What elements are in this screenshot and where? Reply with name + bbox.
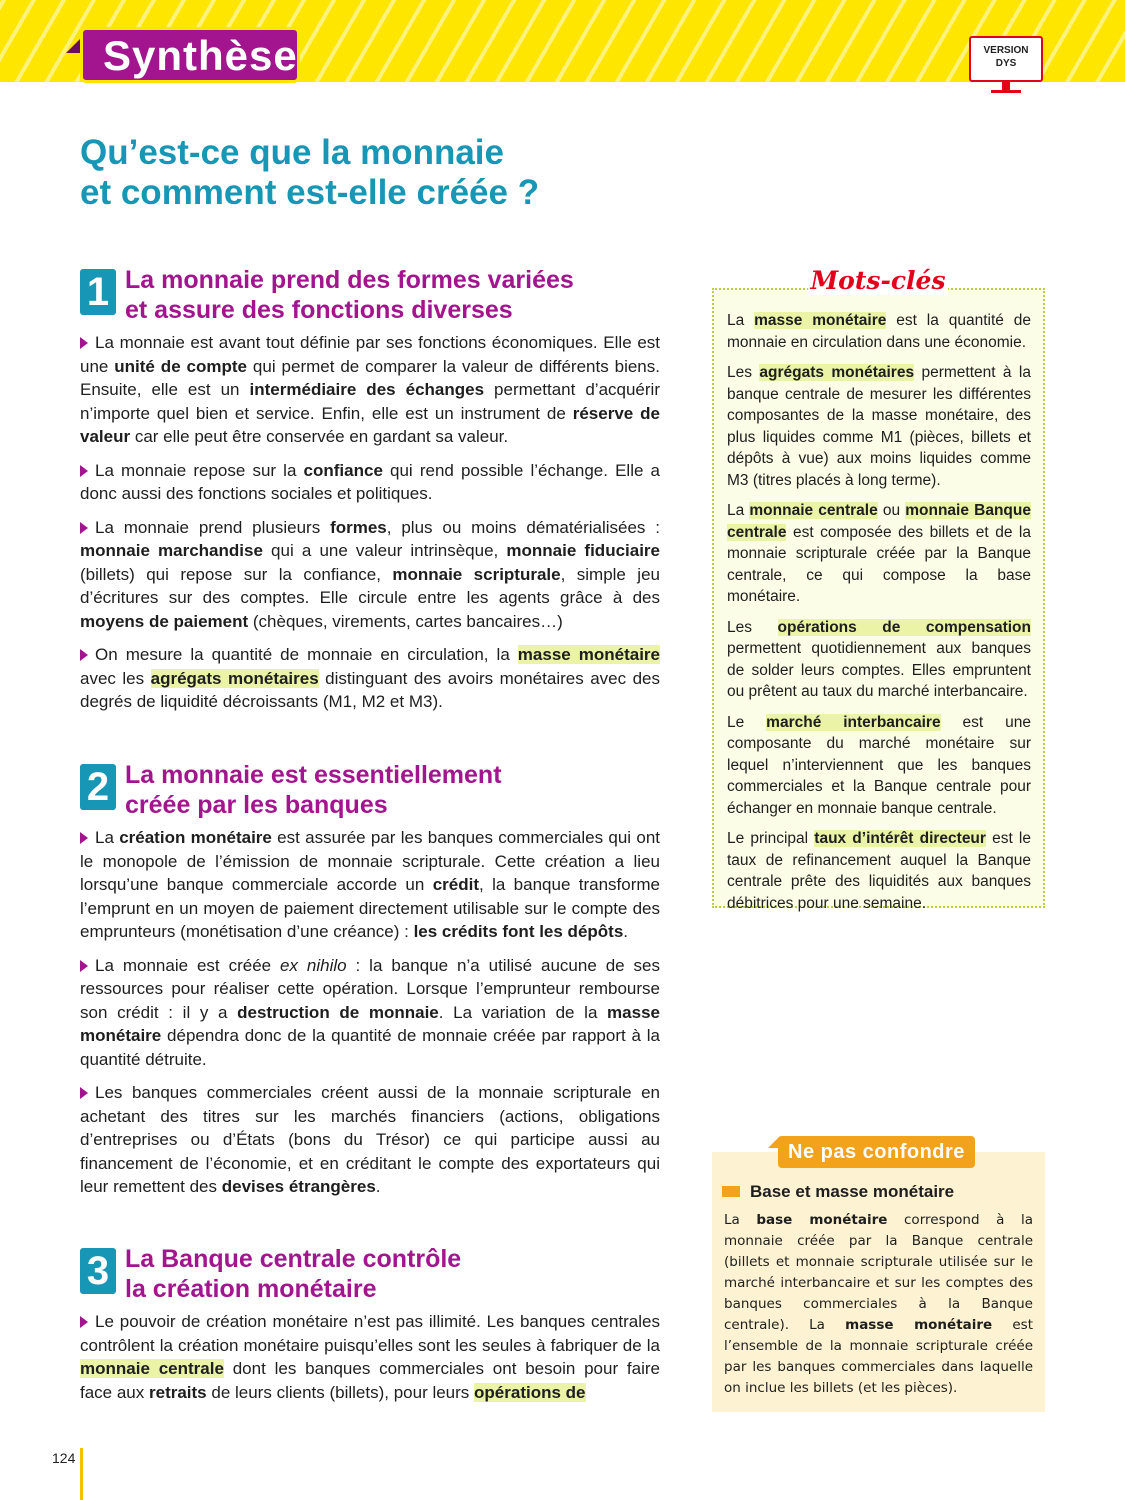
section-1-header — [80, 265, 660, 331]
bullet-icon — [80, 960, 88, 972]
synthese-label: Synthèse — [80, 27, 300, 83]
definition: Les agrégats monétaires permettent à la banque centrale de mesurer les différentes composantes de la masse monétaire, des plus liquides comme M1 (pièces, billets et dépôts à vue) aux moins liquides comme M3 (titres placés à long terme). — [727, 364, 1031, 489]
section-1 — [80, 265, 660, 724]
section-number: 2 — [80, 764, 116, 810]
keyword-highlight: agrégats monétaires — [759, 364, 915, 381]
section-title-line1: La monnaie prend des formes variées — [125, 266, 574, 294]
keyword-highlight: taux d’intérêt directeur — [814, 830, 986, 847]
keyword-highlight: agrégats monétaires — [150, 668, 319, 688]
section-title — [125, 265, 665, 325]
section-title-line2: la création monétaire — [125, 1275, 377, 1303]
bullet-icon — [80, 649, 88, 661]
bullet-icon — [80, 1087, 88, 1099]
mots-cles-box — [712, 288, 1045, 912]
paragraph: La monnaie repose sur la confiance qui rend possible l’échange. Elle a donc aussi des fonctions sociales et politiques. — [80, 460, 661, 503]
page-number: 124 — [52, 1450, 76, 1466]
bullet-icon — [80, 522, 88, 534]
section-title-line1: La Banque centrale contrôle — [125, 1245, 462, 1273]
section-number: 3 — [80, 1248, 116, 1294]
paragraph: La monnaie prend plusieurs formes, plus ou moins dématérialisées : monnaie marchandise qui a une valeur intrinsèque, monnaie fiduciaire (billets) qui repose sur la confiance, monnaie scripturale, simple jeu d’écritures sur des comptes. Elle circule entre les agents grâce à des moyens de paiement (chèques, virements, cartes bancaires…) — [80, 517, 661, 631]
definition: La masse monétaire est la quantité de monnaie en circulation dans une économie. — [727, 312, 1031, 351]
keyword-highlight: marché interbancaire — [766, 713, 941, 731]
dys-line1: VERSION — [983, 45, 1029, 56]
paragraph: La monnaie est créée ex nihilo : la banque n’a utilisé aucune de ses ressources pour réaliser cette opération. Lorsque l’emprunteur rembourse son crédit : il y a destruction de monnaie. La variation de la masse monétaire dépendra donc de la quantité de monnaie créée par rapport à la quantité détruite. — [80, 955, 660, 1069]
monitor-icon — [969, 36, 1043, 82]
title-line2: et comment est-elle créée ? — [80, 173, 540, 212]
mots-cles-title: Mots-clés — [808, 266, 948, 295]
page-bar — [80, 1448, 83, 1500]
definition: Le marché interbancaire est une composante du marché monétaire sur lequel n’interviennent que les banques commerciales et la Banque centrale pour échanger en monnaie banque centrale. — [727, 713, 1031, 817]
section-title-line1: La monnaie est essentiellement — [125, 761, 502, 789]
ne-pas-confondre-tab: Ne pas confondre — [778, 1136, 975, 1168]
title-line1: Qu’est-ce que la monnaie — [80, 133, 504, 172]
page-title — [80, 133, 780, 213]
section-2-header — [80, 760, 660, 826]
dys-line2: DYS — [995, 58, 1017, 69]
section-2 — [80, 760, 660, 1209]
monitor-stand — [1002, 82, 1010, 90]
ne-pas-confondre-box — [712, 1152, 1045, 1412]
keyword-highlight: monnaie centrale — [80, 1359, 224, 1378]
section-3-header — [80, 1244, 660, 1310]
bullet-icon — [80, 1316, 88, 1328]
keyword-highlight: masse monétaire — [517, 645, 660, 664]
section-3 — [80, 1244, 660, 1414]
square-icon — [722, 1186, 740, 1197]
keyword-highlight: opérations de — [474, 1382, 586, 1402]
npc-text: La base monétaire correspond à la monnaie créée par la Banque centrale (billets et monnaie scripturale utilisée sur le marché interbancaire et sur les comptes des banques commerciales à la Banque centrale). La masse monétaire est l’ensemble de la monnaie scripturale créée par les banques commerciales dans laquelle on inclue les billets (et les pièces). — [724, 1212, 1033, 1396]
version-dys-button[interactable] — [969, 36, 1045, 96]
bullet-icon — [80, 465, 88, 477]
section-number: 1 — [80, 269, 116, 315]
keyword-highlight: monnaie centrale — [749, 502, 878, 519]
definition: Le principal taux d’intérêt directeur est le taux de refinancement auquel la Banque centrale prête des liquidités aux banques débitrices pour une semaine. — [727, 830, 1031, 912]
paragraph: Les banques commerciales créent aussi de la monnaie scripturale en achetant des titres sur les marchés financiers (actions, obligations d’entreprises ou d’États (bons du Trésor) ce qui participe aussi au financement de l’économie, et en créditant le compte des exportateurs qui leur remettent des devises étrangères. — [80, 1083, 660, 1196]
monitor-base — [991, 90, 1021, 93]
paragraph: La création monétaire est assurée par les banques commerciales qui ont le monopole de l’émission de monnaie scripturale. Cette création a lieu lorsqu’une banque commerciale accorde un crédit, la banque transforme l’emprunt en un moyen de paiement directement utilisable sur le compte des emprunteurs (monétisation d’une créance) : les crédits font les dépôts. — [80, 828, 660, 941]
section-title — [125, 1244, 665, 1304]
bullet-icon — [80, 337, 88, 349]
section-title-line2: et assure des fonctions diverses — [125, 296, 513, 324]
section-title-line2: créée par les banques — [125, 791, 388, 819]
bullet-icon — [80, 832, 88, 844]
keyword-highlight: monnaie Banque centrale — [727, 502, 1031, 541]
paragraph: On mesure la quantité de monnaie en circulation, la masse monétaire avec les agrégats monétaires distinguant des avoirs monétaires avec des degrés de liquidité décroissants (M1, M2 et M3). — [80, 645, 660, 711]
definition: Les opérations de compensation permettent quotidiennement aux banques de solder leurs comptes. Elles empruntent ou prêtent au taux du marché interbancaire. — [727, 618, 1031, 700]
npc-subtitle: Base et masse monétaire — [724, 1182, 1033, 1202]
definition: La monnaie centrale ou monnaie Banque centrale est composée des billets et de la monnaie scripturale créée par la Banque centrale, ce qui compose la base monétaire. — [727, 502, 1031, 605]
tag-fold — [66, 39, 80, 53]
paragraph: Le pouvoir de création monétaire n’est pas illimité. Les banques centrales contrôlent la création monétaire puisqu’elles sont les seules à fabriquer de la monnaie centrale dont les banques commerciales ont besoin pour faire face aux retraits de leurs clients (billets), pour leurs opérations de — [80, 1312, 660, 1402]
section-title — [125, 760, 665, 820]
paragraph: La monnaie est avant tout définie par ses fonctions économiques. Elle est une unité de compte qui permet de comparer la valeur de différents biens. Ensuite, elle est un intermédiaire des échanges permettant d’acquérir n’importe quel bien et service. Enfin, elle est un instrument de réserve de valeur car elle peut être conservée en gardant sa valeur. — [80, 333, 660, 446]
keyword-highlight: opérations de compensation — [777, 618, 1031, 636]
keyword-highlight: masse monétaire — [754, 312, 887, 329]
